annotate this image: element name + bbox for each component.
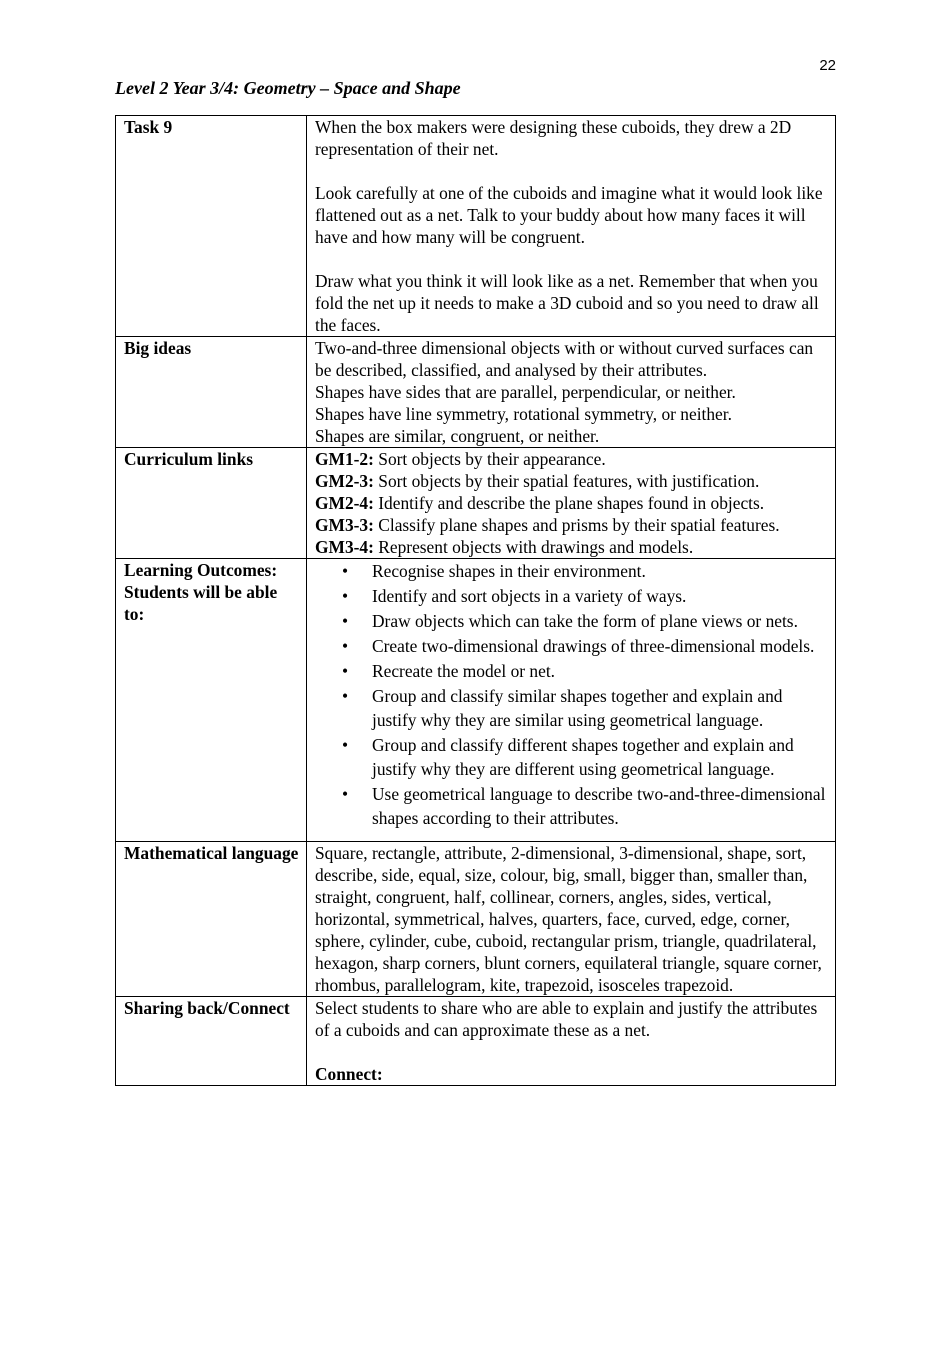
outcome-text: Create two-dimensional drawings of three-dimensional models.	[372, 636, 815, 656]
bullet-icon: •	[342, 784, 349, 804]
lesson-plan-table	[115, 115, 836, 1086]
document-heading: Level 2 Year 3/4: Geometry – Space and Shape	[115, 78, 461, 98]
task-paragraph-1: When the box makers were designing these cuboids, they drew a 2D representation of their net.	[315, 117, 792, 159]
row-label-learning-outcomes: Learning Outcomes: Students will be able to:	[116, 559, 307, 842]
curriculum-code: GM2-3:	[315, 471, 374, 491]
list-item	[315, 782, 829, 830]
bullet-icon: •	[342, 735, 349, 755]
table-row-curriculum-links	[116, 448, 836, 559]
curriculum-code: GM2-4:	[315, 493, 374, 513]
bullet-icon: •	[342, 561, 349, 581]
row-label-big-ideas: Big ideas	[116, 337, 307, 448]
list-item	[315, 609, 829, 633]
outcome-text: Identify and sort objects in a variety of ways.	[372, 586, 687, 606]
curriculum-link	[315, 536, 829, 558]
bullet-icon: •	[342, 636, 349, 656]
bullet-icon: •	[342, 661, 349, 681]
table-row-big-ideas	[116, 337, 836, 448]
connect-label: Connect:	[315, 1064, 383, 1084]
curriculum-code: GM3-4:	[315, 537, 374, 557]
big-idea-line: Shapes have sides that are parallel, perpendicular, or neither.	[315, 382, 736, 402]
outcome-text: Group and classify different shapes together and explain and justify why they are different using geometrical language.	[372, 735, 794, 779]
big-idea-line: Two-and-three dimensional objects with or without curved surfaces can be described, classified, and analysed by their attributes.	[315, 338, 814, 380]
list-item	[315, 559, 829, 583]
list-item	[315, 634, 829, 658]
row-label-mathematical-language: Mathematical language	[116, 842, 307, 997]
page-number: 22	[819, 57, 836, 74]
outcome-text: Recreate the model or net.	[372, 661, 556, 681]
bullet-icon: •	[342, 686, 349, 706]
curriculum-link	[315, 514, 829, 536]
curriculum-text: Identify and describe the plane shapes found in objects.	[373, 493, 765, 513]
outcome-text: Draw objects which can take the form of plane views or nets.	[372, 611, 798, 631]
outcome-text: Group and classify similar shapes together and explain and justify why they are similar using geometrical language.	[372, 686, 783, 730]
learning-outcomes-list	[315, 559, 829, 841]
list-item	[315, 684, 829, 732]
row-label-sharing-back: Sharing back/Connect	[116, 997, 307, 1086]
row-label-task: Task 9	[116, 116, 307, 337]
curriculum-link	[315, 492, 829, 514]
table-row-mathematical-language	[116, 842, 836, 997]
curriculum-code: GM3-3:	[315, 515, 374, 535]
outcome-text: Recognise shapes in their environment.	[372, 561, 646, 581]
big-idea-line: Shapes are similar, congruent, or neither.	[315, 426, 600, 446]
task-paragraph-3: Draw what you think it will look like as a net. Remember that when you fold the net up it needs to make a 3D cuboid and so you need to draw all the faces.	[315, 271, 819, 335]
table-row-learning-outcomes	[116, 559, 836, 842]
curriculum-links-content	[307, 448, 836, 559]
bullet-icon: •	[342, 586, 349, 606]
curriculum-link	[315, 470, 829, 492]
curriculum-text: Classify plane shapes and prisms by their spatial features.	[373, 515, 780, 535]
curriculum-text: Sort objects by their spatial features, with justification.	[373, 471, 760, 491]
table-row-sharing-back	[116, 997, 836, 1086]
learning-outcomes-content	[307, 559, 836, 842]
list-item	[315, 659, 829, 683]
row-label-curriculum-links: Curriculum links	[116, 448, 307, 559]
sharing-back-content	[307, 997, 836, 1086]
curriculum-link	[315, 448, 829, 470]
sharing-text: Select students to share who are able to explain and justify the attributes of a cuboids and can approximate these as a net.	[315, 998, 818, 1040]
curriculum-code: GM1-2:	[315, 449, 374, 469]
curriculum-text: Sort objects by their appearance.	[373, 449, 606, 469]
task-paragraph-2: Look carefully at one of the cuboids and imagine what it would look like flattened out as a net. Talk to your buddy about how many faces it will have and how many will be congruent.	[315, 183, 823, 247]
outcome-text: Use geometrical language to describe two-and-three-dimensional shapes according to their attributes.	[372, 784, 826, 828]
list-item	[315, 733, 829, 781]
table-row-task	[116, 116, 836, 337]
list-item	[315, 584, 829, 608]
bullet-icon: •	[342, 611, 349, 631]
task-description	[307, 116, 836, 337]
big-ideas-content	[307, 337, 836, 448]
mathematical-language-content: Square, rectangle, attribute, 2-dimensional, 3-dimensional, shape, sort, describe, side, equal, size, colour, big, small, bigger than, smaller than, straight, congruent, half, collinear, corners, angles, sides, vertical, horizontal, symmetrical, halves, quarters, face, curved, edge, corner, sphere, cylinder, cube, cuboid, rectangular prism, triangle, quadrilateral, hexagon, sharp corners, blunt corners, equilateral triangle, square corner, rhombus, parallelogram, kite, trapezoid, isosceles trapezoid.	[307, 842, 836, 997]
big-idea-line: Shapes have line symmetry, rotational symmetry, or neither.	[315, 404, 732, 424]
curriculum-text: Represent objects with drawings and models.	[373, 537, 694, 557]
